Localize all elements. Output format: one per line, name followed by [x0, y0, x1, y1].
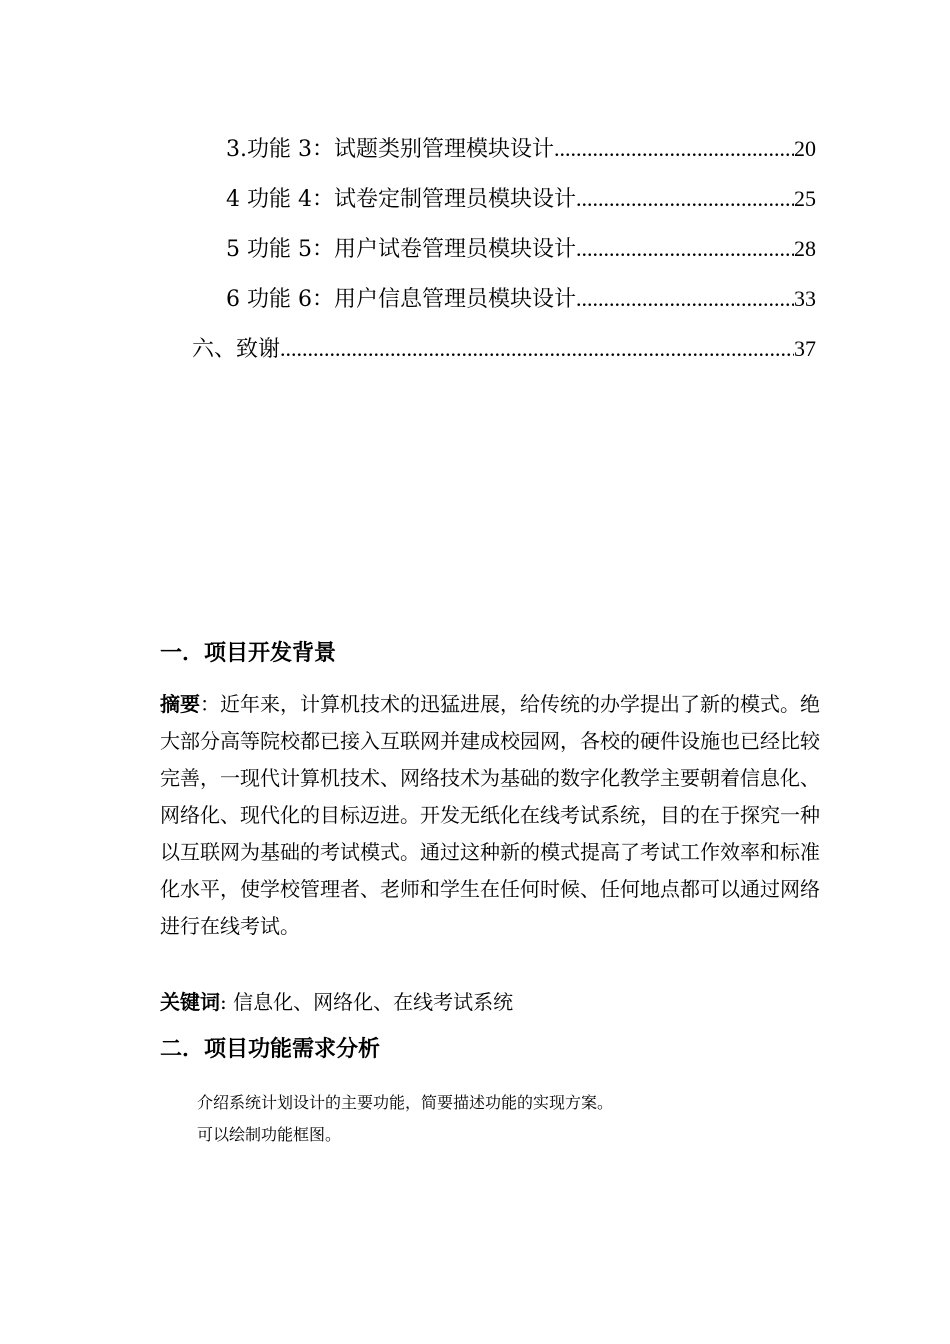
toc-entry-label: 六、致谢 [192, 337, 281, 362]
toc-dot-leader [554, 129, 794, 169]
keywords-label: 关键词 [160, 990, 220, 1014]
abstract-paragraph [160, 686, 820, 945]
toc-entry[interactable] [192, 329, 816, 369]
toc-entry[interactable] [226, 179, 816, 219]
toc-entry-label: 6 功能 6：用户信息管理员模块设计 [226, 287, 576, 312]
toc-page-number: 37 [794, 336, 816, 361]
abstract-text: ：近年来，计算机技术的迅猛进展，给传统的办学提出了新的模式。绝大部分高等院校都已接入互联网并建成校园网，各校的硬件设施也已经比较完善，一现代计算机技术、网络技术为基础的数字化教学主要朝着信息化、网络化、现代化的目标迈进。开发无纸化在线考试系统，目的在于探究一种以互联网为基础的考试模式。通过这种新的模式提高了考试工作效率和标准化水平，使学校管理者、老师和学生在任何时候、任何地点都可以通过网络进行在线考试。 [160, 692, 820, 938]
section-heading: 二．项目功能需求分析 [160, 1037, 381, 1062]
toc-entry[interactable] [226, 229, 816, 269]
toc-entry-label: 5 功能 5：用户试卷管理员模块设计 [226, 237, 576, 262]
toc-dot-leader [576, 179, 794, 219]
section-heading: 一．项目开发背景 [160, 641, 337, 666]
body-line: 介绍系统计划设计的主要功能，简要描述功能的实现方案。 [197, 1093, 614, 1112]
toc-page-number: 28 [794, 236, 816, 261]
keywords-line [160, 986, 820, 1018]
toc-page-number: 33 [794, 286, 816, 311]
toc-entry[interactable] [226, 129, 816, 169]
toc-page-number: 25 [794, 186, 816, 211]
toc-entry-label: 4 功能 4：试卷定制管理员模块设计 [226, 187, 576, 212]
toc-entry-label: 3.功能 3：试题类别管理模块设计 [226, 137, 554, 162]
toc-dot-leader [576, 229, 794, 269]
keywords-text: : 信息化、网络化、在线考试系统 [220, 990, 514, 1014]
toc-entry[interactable] [226, 279, 816, 319]
abstract-label: 摘要 [160, 692, 200, 716]
toc-dot-leader [280, 329, 794, 369]
toc-dot-leader [576, 279, 794, 319]
toc-page-number: 20 [794, 136, 816, 161]
body-line: 可以绘制功能框图。 [197, 1125, 342, 1144]
